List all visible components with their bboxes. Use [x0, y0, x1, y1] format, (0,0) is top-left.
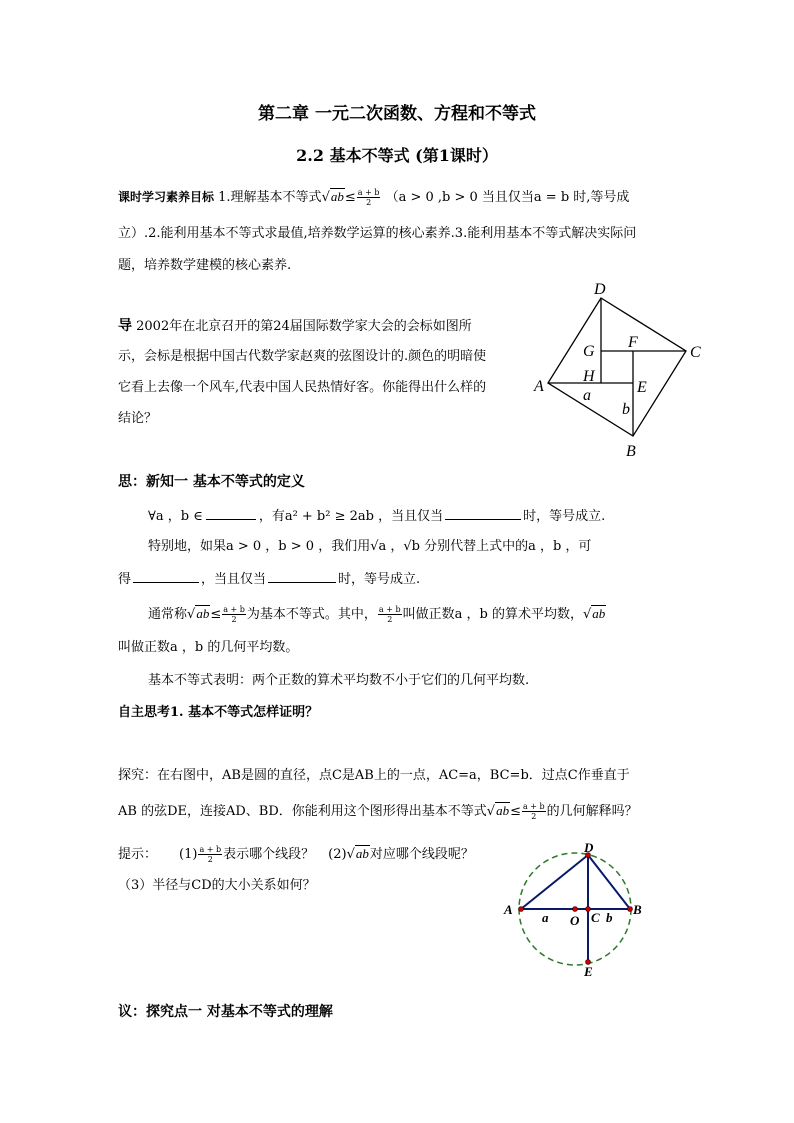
- explore-line-2: AB 的弦DE，连接AD、BD．你能利用这个图形得出基本不等式√ab≤ $\frac{a + b}{2}$ 的几何解释吗？: [118, 802, 638, 821]
- point-O: [573, 907, 578, 912]
- label-D: D: [584, 840, 594, 855]
- label-a: a: [583, 387, 591, 404]
- explore-line-1: 探究：在右图中，AB是圆的直径，点C是AB上的一点，AC=a，BC=b．过点C作垂直于: [118, 768, 630, 783]
- think-question-1: 自主思考1. 基本不等式怎样证明？: [118, 705, 319, 720]
- intro-label: 导: [118, 318, 132, 334]
- def-line-1: ∀a ，b ∈ ，有a² + b² ≥ 2ab ，当且仅当 时，等号成立.: [148, 509, 606, 524]
- def-line-3: 得 ，当且仅当 时，等号成立.: [118, 572, 421, 587]
- arith-mean-fraction: $\frac{a + b}{2}$: [357, 188, 380, 207]
- blank-1: [206, 507, 256, 520]
- label-E: E: [637, 379, 647, 396]
- intro-line-3: 它看上去像一个风车,代表中国人民热情好客。你能得出什么样的: [118, 380, 487, 395]
- label-F: F: [628, 334, 638, 351]
- lesson-title: 2.2 基本不等式 (第1课时）: [296, 146, 498, 165]
- blank-4: [268, 570, 336, 583]
- intro-text-1: 2002年在北京召开的第24届国际数学家大会的会标如图所: [136, 319, 472, 334]
- hint-line-3: （3）半径与CD的大小关系如何？: [118, 878, 316, 893]
- def-line-2: 特别地，如果a > 0 ，b > 0 ，我们用√a ，√b 分别代替上式中的a ，b ，可: [148, 539, 592, 554]
- chord-diagram-figure: [530, 278, 710, 464]
- goals-line-2: 立）.2.能利用基本不等式求最值,培养数学运算的核心素养.3.能利用基本不等式解决实际问: [118, 226, 637, 241]
- def-line-5: 叫做正数a ，b 的几何平均数。: [118, 640, 299, 655]
- point-C: [586, 907, 591, 912]
- point-A: [519, 907, 524, 912]
- blank-3: [133, 570, 199, 583]
- goals-line-1: [118, 188, 629, 207]
- intro-line-1: [118, 318, 472, 335]
- label-B: B: [633, 902, 642, 917]
- leq-sign: ≤: [344, 190, 356, 205]
- page-title: 第二章 一元二次函数、方程和不等式: [258, 104, 536, 124]
- blank-2: [445, 507, 521, 520]
- goals-text-1: 1.理解基本不等式: [218, 190, 322, 205]
- label-G: G: [583, 343, 595, 360]
- segment-AD: [521, 855, 588, 909]
- intro-line-2: 示，会标是根据中国古代数学家赵爽的弦图设计的.颜色的明暗使: [118, 349, 487, 364]
- label-b: b: [622, 401, 630, 418]
- section-heading-1: 思：新知一 基本不等式的定义: [118, 474, 305, 490]
- section-heading-2: 议：探究点一 对基本不等式的理解: [118, 1004, 333, 1020]
- def-line-6: 基本不等式表明：两个正数的算术平均数不小于它们的几何平均数.: [148, 673, 530, 688]
- goals-line-3: 题，培养数学建模的核心素养.: [118, 258, 292, 273]
- intro-line-4: 结论？: [118, 411, 158, 426]
- sqrt-ab: √ab: [321, 189, 344, 205]
- hint-line-1: 提示： (1) $\frac{a + b}{2}$ 表示哪个线段？ (2)√ab对应哪个线段呢？: [118, 845, 474, 864]
- label-O: O: [570, 913, 580, 928]
- def-line-4: 通常称√ab≤ $\frac{a + b}{2}$ 为基本不等式。其中， $\frac{a + b}{2}$ 叫做正数a ，b 的算术平均数，√ab: [148, 605, 606, 624]
- goals-label: 课时学习素养目标: [118, 190, 215, 204]
- label-E: E: [584, 964, 593, 979]
- label-a: a: [542, 910, 549, 925]
- label-H: H: [583, 368, 595, 385]
- label-A: A: [504, 902, 513, 917]
- goals-condition: （a > 0 ,b > 0 当且仅当a = b 时,等号成: [385, 190, 630, 205]
- label-b: b: [606, 910, 613, 925]
- circle-diagram-figure: [496, 838, 656, 986]
- label-C: C: [690, 344, 701, 361]
- point-B: [628, 907, 633, 912]
- label-D: D: [594, 281, 606, 298]
- outer-square: [548, 298, 686, 436]
- label-C: C: [591, 910, 600, 925]
- label-B: B: [626, 443, 636, 460]
- label-A: A: [534, 378, 544, 395]
